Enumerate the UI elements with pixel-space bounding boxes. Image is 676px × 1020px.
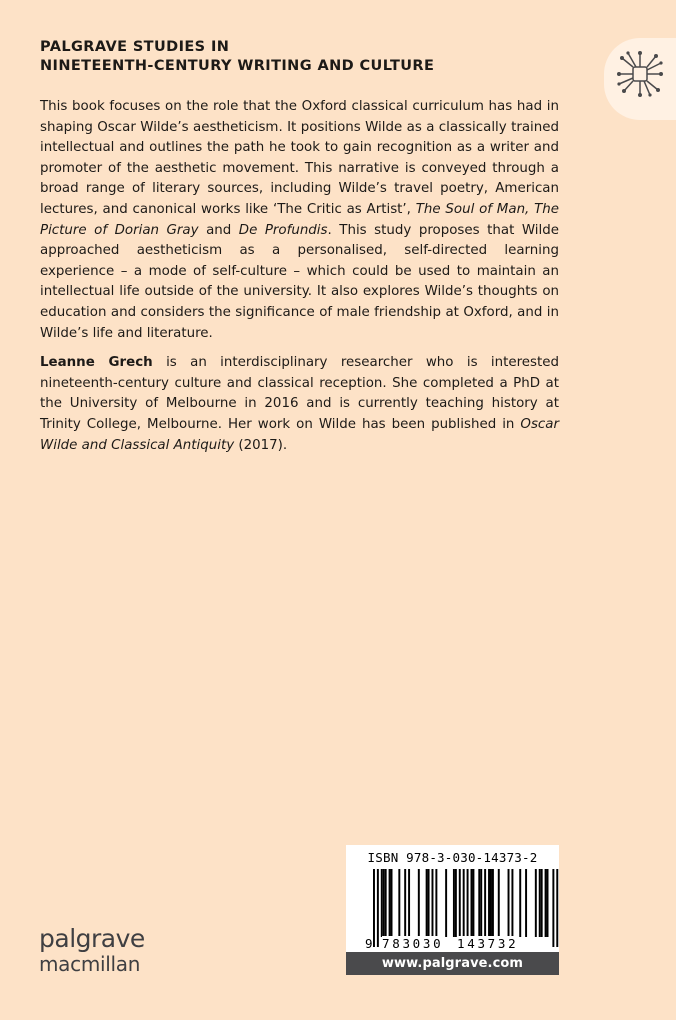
barcode-bar (472, 869, 474, 937)
barcode-right-digits: 143732 (457, 936, 519, 951)
barcode-bar (453, 869, 455, 937)
barcode-bar (428, 869, 430, 937)
barcode-bar (426, 869, 428, 937)
barcode-bar (385, 869, 387, 937)
isbn-barcode (346, 845, 559, 975)
barcode-bar (545, 869, 547, 937)
series-title (40, 38, 560, 76)
barcode-bar (519, 869, 521, 937)
barcode-bar (391, 869, 393, 937)
barcode-first-digit: 9 (365, 936, 373, 951)
barcode-bar (478, 869, 480, 937)
logo-tab (604, 38, 676, 120)
description-text-2: and (198, 222, 239, 238)
barcode-bar (508, 869, 510, 937)
barcode-bar (525, 869, 527, 937)
author-name: Leanne Grech (40, 355, 153, 371)
palgrave-star-icon (614, 48, 666, 100)
barcode-bar (541, 869, 543, 937)
barcode-bar (398, 869, 400, 937)
barcode-bar (418, 869, 420, 937)
barcode-bar (445, 869, 447, 937)
barcode-bar (535, 869, 537, 937)
title-soul-of-man: The Soul of Man, The Picture of Dorian Gray (40, 201, 559, 238)
barcode-bar (471, 869, 473, 937)
author-bio-paragraph (40, 353, 559, 456)
barcode-bar (381, 869, 383, 937)
barcode-bar (408, 869, 410, 937)
barcode-bar (383, 869, 385, 937)
barcode-bar (539, 869, 541, 937)
back-cover-text (40, 97, 559, 465)
title-de-profundis: De Profundis (238, 222, 328, 238)
barcode-bar (498, 869, 500, 937)
publisher-logo-line-1: palgrave (39, 924, 145, 953)
barcode-digits (346, 936, 559, 952)
publisher-url: www.palgrave.com (346, 952, 559, 975)
barcode-bar (455, 869, 457, 937)
barcode-bar (435, 869, 437, 937)
barcode-left-digits: 783030 (382, 936, 444, 951)
barcode-bar (490, 869, 492, 937)
barcode-bar (547, 869, 549, 937)
barcode-bar (511, 869, 513, 937)
barcode-bar (480, 869, 482, 937)
author-bio-text-2: (2017). (234, 437, 288, 453)
publisher-logo-line-2: macmillan (39, 952, 141, 976)
description-text-3: . This study proposes that Wilde approached aestheticism as a personalised, self-directed learning experience – a mode of self-culture – which could be used to maintain an intellectual life outside of the university. It also explores Wilde’s thoughts on education and considers the significance of male friendship at Oxford, and in Wilde’s life and literature. (40, 222, 559, 341)
barcode-bar (459, 869, 461, 937)
series-title-line-1: PALGRAVE STUDIES IN (40, 39, 230, 55)
barcode-bar (432, 869, 434, 937)
publisher-logo (39, 925, 145, 976)
barcode-bar (488, 869, 490, 937)
barcode-bar (389, 869, 391, 937)
description-text-1: This book focuses on the role that the Oxford classical curriculum has had in shaping Oscar Wilde’s aestheticism. It positions Wilde as a classically trained intellectual and outlines the path he took to gain recognition as a writer and promoter of the aesthetic movement. This narrative is conveyed through a broad range of literary sources, including Wilde’s travel poetry, American lectures, and canonical works like ‘The Critic as Artist’, (40, 99, 559, 217)
author-bio-text-1: is an interdisciplinary researcher who is interested nineteenth-century culture and classical reception. She completed a PhD at the University of Melbourne in 2016 and is currently teaching history at Trinity College, Melbourne. Her work on Wilde has been published in (40, 355, 560, 432)
barcode-bar (484, 869, 486, 937)
isbn-label: ISBN 978-3-030-14373-2 (367, 850, 538, 865)
barcode-bar (492, 869, 494, 937)
series-title-line-2: NINETEENTH-CENTURY WRITING AND CULTURE (40, 58, 435, 74)
description-paragraph (40, 97, 559, 344)
barcode-bar (404, 869, 406, 937)
bio-book-title: Oscar Wilde and Classical Antiquity (40, 416, 559, 453)
